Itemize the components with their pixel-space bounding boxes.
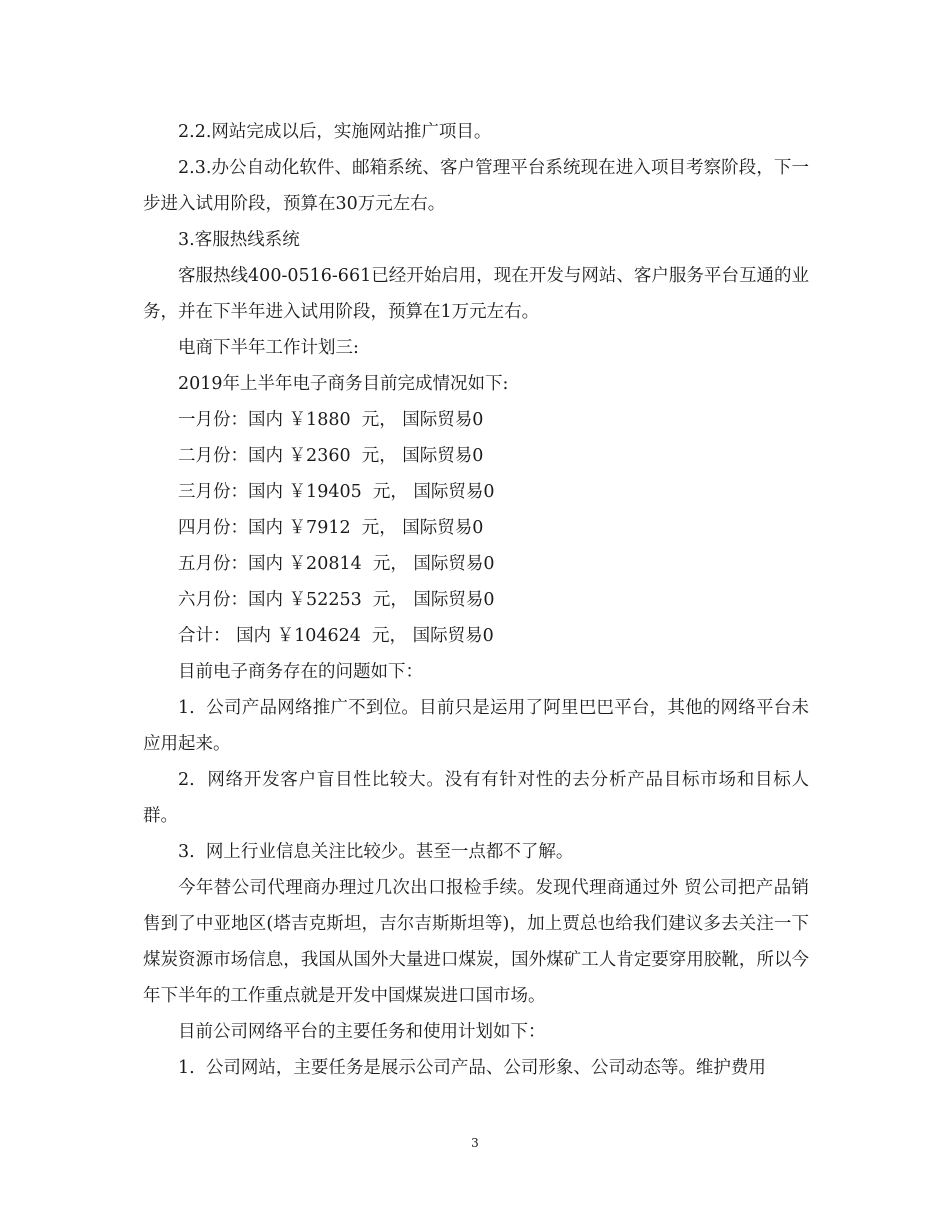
document-body bbox=[143, 114, 809, 1086]
paragraph-completion-intro: 2019年上半年电子商务目前完成情况如下: bbox=[178, 374, 509, 394]
sales-row-june: 六月份：国内 ￥52253 元， 国际贸易0 bbox=[178, 590, 495, 610]
sales-row-january: 一月份：国内 ￥1880 元， 国际贸易0 bbox=[178, 410, 484, 430]
paragraph-heading-hotline: 3.客服热线系统 bbox=[178, 230, 300, 250]
paragraph-problems-intro: 目前电子商务存在的问题如下： bbox=[178, 662, 423, 682]
page-number: 3 bbox=[471, 1136, 479, 1150]
paragraph-plan-three: 电商下半年工作计划三: bbox=[178, 338, 359, 358]
sales-row-march: 三月份：国内 ￥19405 元， 国际贸易0 bbox=[178, 482, 495, 502]
problem-item-3: 3. 网上行业信息关注比较少。甚至一点都不了解。 bbox=[178, 842, 574, 862]
paragraph-hotline-detail: 客服热线400-0516-661已经开始启用，现在开发与网站、客户服务平台互通的业务，并在下半年进入试用阶段，预算在1万元左右。 bbox=[143, 266, 809, 322]
paragraph-item-2-2: 2.2.网站完成以后，实施网站推广项目。 bbox=[178, 122, 492, 142]
sales-row-may: 五月份：国内 ￥20814 元， 国际贸易0 bbox=[178, 554, 495, 574]
platform-plan-item-1: 1. 公司网站，主要任务是展示公司产品、公司形象、公司动态等。维护费用 bbox=[178, 1058, 766, 1078]
problem-item-1: 1. 公司产品网络推广不到位。目前只是运用了阿里巴巴平台，其他的网络平台未应用起来。 bbox=[143, 698, 809, 754]
paragraph-export-plan: 今年替公司代理商办理过几次出口报检手续。发现代理商通过外 贸公司把产品销售到了中亚地区(塔吉克斯坦，吉尔吉斯斯坦等)，加上贾总也给我们建议多去关注一下煤炭资源市场信息，我国从国外大量进口煤炭，国外煤矿工人肯定要穿用胶靴，所以今年下半年的工作重点就是开发中国煤炭进口国市场。 bbox=[143, 878, 809, 1006]
sales-row-total: 合计： 国内 ￥104624 元， 国际贸易0 bbox=[178, 626, 494, 646]
problem-item-2: 2. 网络开发客户盲目性比较大。没有有针对性的去分析产品目标市场和目标人群。 bbox=[143, 770, 809, 826]
sales-row-february: 二月份：国内 ￥2360 元， 国际贸易0 bbox=[178, 446, 484, 466]
paragraph-item-2-3: 2.3.办公自动化软件、邮箱系统、客户管理平台系统现在进入项目考察阶段，下一步进入试用阶段，预算在30万元左右。 bbox=[143, 158, 809, 214]
paragraph-platform-plan-intro: 目前公司网络平台的主要任务和使用计划如下： bbox=[178, 1022, 546, 1042]
sales-row-april: 四月份：国内 ￥7912 元， 国际贸易0 bbox=[178, 518, 484, 538]
